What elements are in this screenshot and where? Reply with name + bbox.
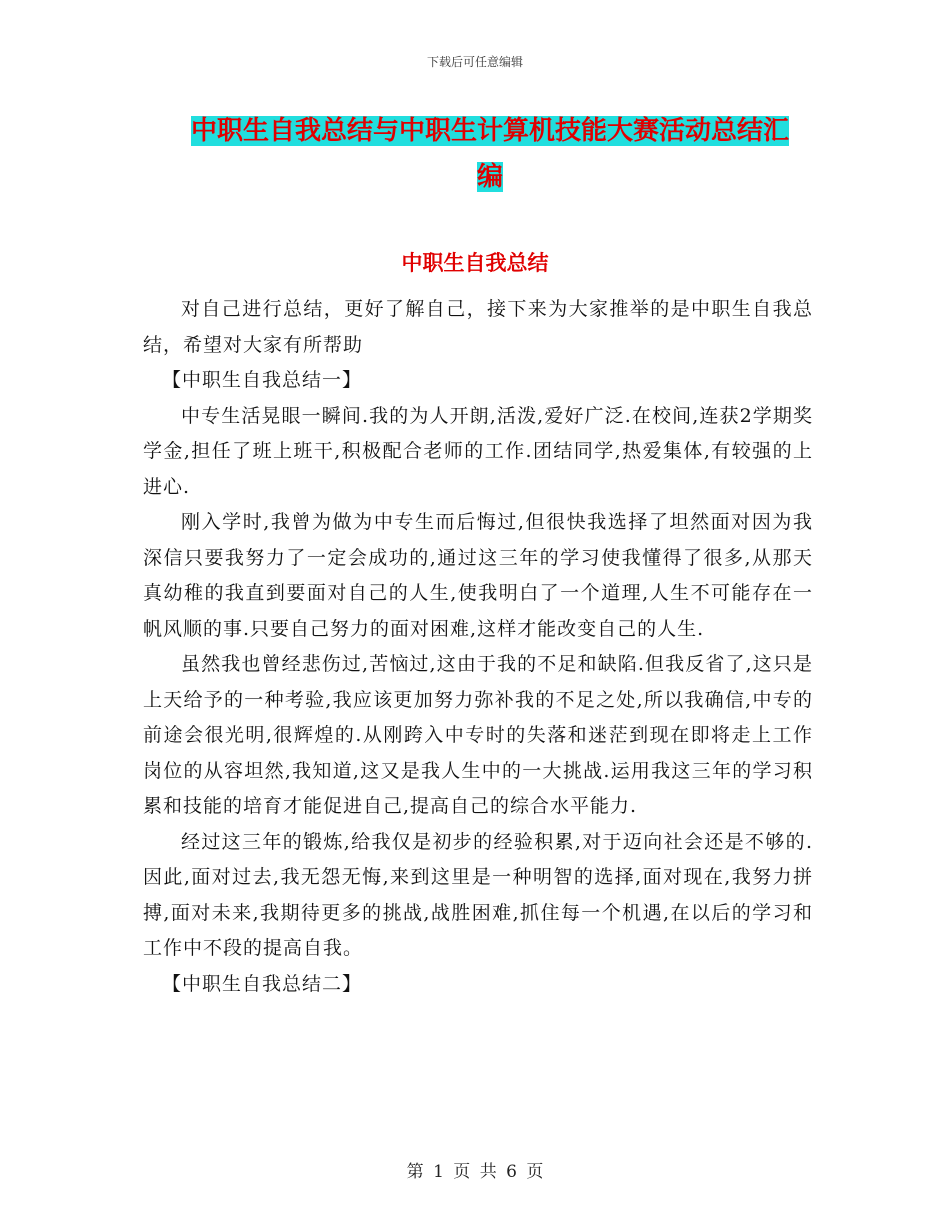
- body-paragraph-3: 虽然我也曾经悲伤过,苦恼过,这由于我的不足和缺陷.但我反省了,这只是上天给予的一种考验,我应该更加努力弥补我的不足之处,所以我确信,中专的前途会很光明,很辉煌的.从刚跨入中专时的失落和迷茫到现在即将走上工作岗位的从容坦然,我知道,这又是我人生中的一大挑战.运用我这三年的学习积累和技能的培育才能促进自己,提高自己的综合水平能力.: [143, 653, 813, 817]
- body-paragraph-1: 中专生活晃眼一瞬间.我的为人开朗,活泼,爱好广泛.在校间,连获2学期奖学金,担任了班上班干,积极配合老师的工作.团结同学,热爱集体,有较强的上进心.: [143, 404, 813, 498]
- document-title: [140, 108, 840, 200]
- document-body: [143, 292, 813, 1002]
- subsection-heading-2: 【中职生自我总结二】: [162, 972, 363, 995]
- page-number-footer: 第 1 页 共 6 页: [406, 1162, 544, 1182]
- document-title-line-1: 中职生自我总结与中职生计算机技能大赛活动总结汇: [190, 116, 789, 146]
- intro-paragraph: 对自己进行总结，更好了解自己，接下来为大家推举的是中职生自我总结，希望对大家有所帮助: [143, 298, 813, 356]
- section-title: 中职生自我总结: [401, 251, 549, 275]
- body-paragraph-4: 经过这三年的锻炼,给我仅是初步的经验积累,对于迈向社会还是不够的.因此,面对过去,我无怨无悔,来到这里是一种明智的选择,面对现在,我努力拼搏,面对未来,我期待更多的挑战,战胜困难,抓住每一个机遇,在以后的学习和工作中不段的提高自我。: [143, 830, 813, 959]
- body-paragraph-2: 刚入学时,我曾为做为中专生而后悔过,但很快我选择了坦然面对因为我深信只要我努力了一定会成功的,通过这三年的学习使我懂得了很多,从那天真幼稚的我直到要面对自己的人生,使我明白了一个道理,人生不可能存在一帆风顺的事.只要自己努力的面对困难,这样才能改变自己的人生.: [143, 511, 813, 640]
- document-title-line-2: 编: [476, 162, 503, 192]
- page-header-note: 下载后可任意编辑: [426, 55, 523, 69]
- subsection-heading-1: 【中职生自我总结一】: [162, 369, 363, 391]
